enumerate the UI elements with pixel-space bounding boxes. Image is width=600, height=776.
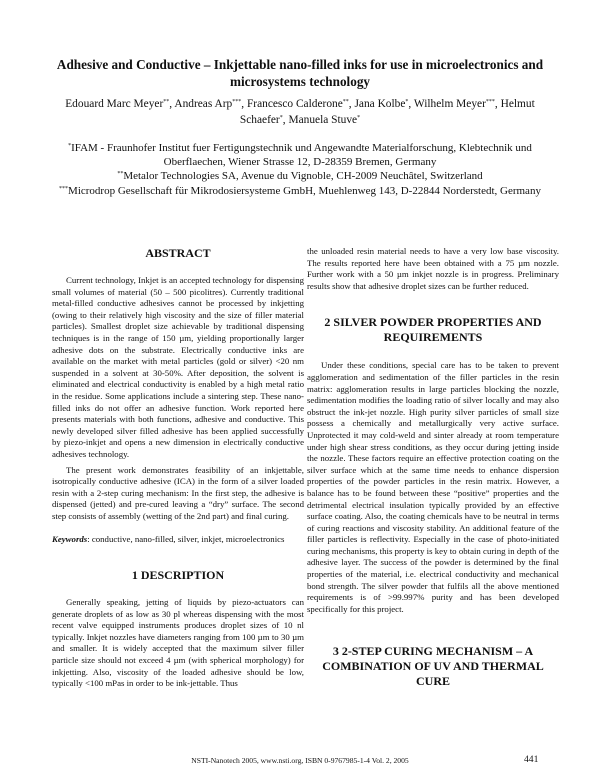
author-line-1	[40, 96, 560, 112]
keywords-text: : conductive, nano-filled, silver, inkjet, microelectronics	[87, 534, 285, 545]
author-name: Wilhelm Meyer	[413, 98, 486, 110]
left-column	[52, 246, 304, 690]
author-name: Francesco Calderone	[246, 98, 343, 110]
affiliation-mark: *	[68, 143, 72, 149]
author-mark: *	[357, 115, 361, 121]
author-separator: ,	[241, 98, 247, 110]
author-name: Schaefer	[239, 114, 280, 126]
author-mark: ***	[232, 99, 242, 105]
author-name: Manuela Stuve	[288, 114, 358, 126]
body-paragraph: Under these conditions, special care has to be taken to prevent agglomeration and sedimentation of the filler particles in the resin matrix: agglomeration results in large particles blocking the nozzle, sedimentation modifies the loading ratio of silver locally and may also obstruct the ink-jet nozzle. High purity silver particles of small size possess a chemically and metallurgically very active surface. Unprotected it may cold-weld and sinter already at room temperature under high shear stress conditions, as they occur during jetting inside the nozzle. These factors require an effective protection coating on the silver surface which at the same time needs to enhance dispersion properties of the powder particles in the resin matrix. However, a balance has to be found between these “positive” properties and the detrimental electrical insulation typically provided by an effective surface coating. Also, the coating chemicals have to be neutral in terms of curing reactions and viscosity stability. An additional feature of the filler particles is reflectivity. Especially in the case of photo-initiated curing mechanisms, this property is key to obtain curing in depth of the adhesive layer. The success of the powder is determined by the final properties of the material, i.e. electrical conductivity and mechanical bond strength. The silver powder that fulfils all the above mentioned requirements is of >99.997% purity and has been developed specifically for this project.	[307, 360, 559, 614]
author-mark: **	[163, 99, 170, 105]
keywords	[52, 534, 304, 546]
author-separator: ,	[494, 98, 501, 110]
affiliation-text: IFAM - Fraunhofer Institut fuer Fertigungstechnik und Angewandte Materialforschung, Klebtechnik und Oberflaechen, Wiener Strasse 12, D-28359 Bremen, Germany	[71, 142, 532, 169]
paper-title: Adhesive and Conductive – Inkjettable nano-filled inks for use in microelectronics and microsystems technology	[56, 57, 544, 89]
author-separator: ,	[348, 98, 355, 110]
abstract-paragraph: Current technology, Inkjet is an accepted technology for dispensing small volumes of material (50 – 500 picolitres). Currently traditional metal-filled conductive adhesives cannot be processed by inkjetting (owing to their relatively high viscosity and the size of filler material particles). Smallest droplet size achievable by traditional dispensing techniques is in the range of 150 µm, yielding proportionally larger adhesive dots on the substrate. Electrically conductive inks are available on the market with metal particles (gold or silver) <20 nm suspended in a solvent at 30-50%. After deposition, the solvent is eliminated and electrical conductivity is enabled by a high metal ratio in the residue. Some applications include a sintering step. These nano-filled inks do not offer an adhesive function. Work reported here presents materials with both functions, adhesive and conductive. This newly developed silver filled adhesive has been applied successfully by piezo-inkjet and opens a new dimension in electrically conductive adhesives technology.	[52, 275, 304, 459]
affiliation	[40, 169, 560, 183]
affiliation-list	[40, 141, 560, 198]
author-mark: ***	[485, 99, 495, 105]
abstract-heading: ABSTRACT	[145, 246, 211, 260]
section-heading: 2 SILVER POWDER PROPERTIES AND REQUIREMENTS	[324, 315, 542, 345]
author-mark: *	[279, 115, 283, 121]
author-mark: **	[342, 99, 349, 105]
section-heading: 3 2-STEP CURING MECHANISM – A COMBINATION OF UV AND THERMAL CURE	[322, 644, 544, 689]
author-name: Edouard Marc Meyer	[65, 98, 164, 110]
page-number: 441	[524, 754, 539, 765]
keywords-label: Keywords	[52, 534, 88, 545]
body-paragraph: Generally speaking, jetting of liquids by piezo-actuators can generate droplets of as low as 30 pl whereas dispensing with the most recent valve equipped instruments produces droplet sizes of 10 nl typically. Inkjet nozzles have diameters ranging from 100 µm to 30 µm and smaller. It is widely accepted that the maximum silver filler particle size should not exceed 4 µm (with spherical morphology) for inkjetting. Also, viscosity of the loaded adhesive should be low, typically <100 mPas in order to be ink-jettable. Thus	[52, 597, 304, 689]
affiliation-mark: **	[117, 171, 124, 178]
author-mark: *	[405, 99, 409, 105]
author-separator: ,	[169, 98, 175, 110]
body-paragraph: the unloaded resin material needs to have a very low base viscosity. The results reported here have been obtained with a 75 µm nozzle. Further work with a 50 µm inkjet nozzle is in progress. Preliminary results show that adhesive droplet sizes can be further reduced.	[307, 246, 559, 291]
author-separator: ,	[408, 98, 414, 110]
affiliation-mark: ***	[59, 185, 69, 192]
author-separator: ,	[282, 114, 289, 126]
page-footer: NSTI-Nanotech 2005, www.nsti.org, ISBN 0-9767985-1-4 Vol. 2, 2005	[191, 756, 409, 765]
right-column	[307, 246, 559, 689]
author-line-2	[40, 112, 560, 128]
author-list	[40, 96, 560, 128]
affiliation-text: Microdrop Gesellschaft für Mikrodosiersysteme GmbH, Muehlenweg 143, D-22844 Norderstedt, Germany	[68, 184, 541, 197]
section-heading: 1 DESCRIPTION	[131, 568, 225, 583]
abstract-paragraph: The present work demonstrates feasibility of an inkjettable, isotropically conductive adhesive (ICA) in the form of a silver loaded resin with a 2-step curing mechanism: In the first step, the adhesive is dispensed (jetted) and pre-cured leaving a “dry” surface. The second step consists of assembly (wetting of the 2nd part) and final curing.	[52, 464, 304, 521]
author-name: Jana Kolbe	[354, 98, 406, 110]
affiliation	[40, 184, 560, 198]
affiliation-text: Metalor Technologies SA, Avenue du Vignoble, CH-2009 Neuchâtel, Switzerland	[123, 170, 483, 183]
author-name: Andreas Arp	[174, 98, 233, 110]
affiliation	[40, 141, 560, 169]
author-name: Helmut	[500, 98, 535, 110]
